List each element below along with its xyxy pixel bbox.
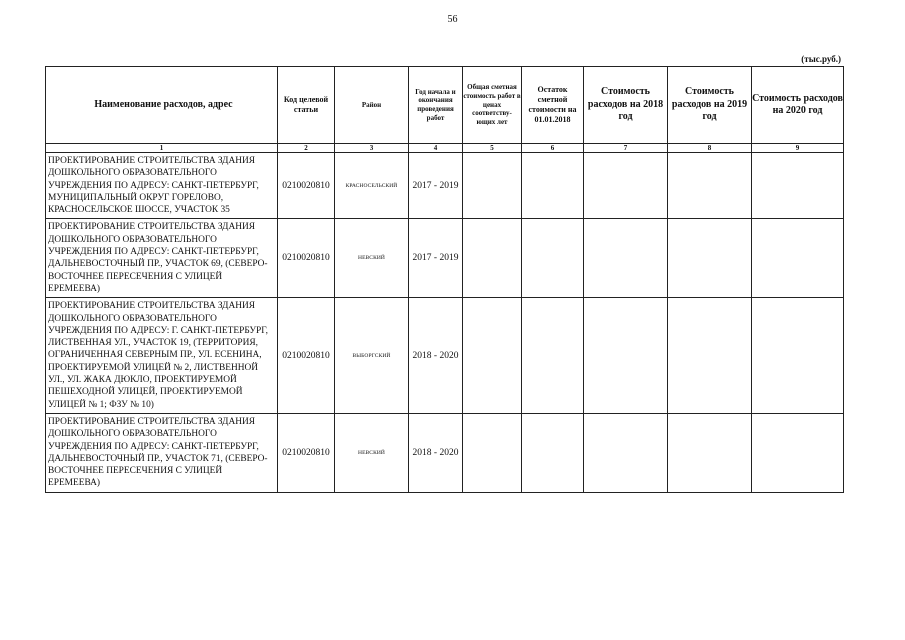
header-years: Год начала и окончания проведения работ [409,67,463,144]
row-name: ПРОЕКТИРОВАНИЕ СТРОИТЕЛЬСТВА ЗДАНИЯ ДОШКОЛЬНОГО ОБРАЗОВАТЕЛЬНОГО УЧРЕЖДЕНИЯ ПО АДРЕСУ: Г. САНКТ-ПЕТЕРБУРГ, ЛИСТВЕННАЯ УЛ., УЧАСТОК 19, (ТЕРРИТОРИЯ, ОГРАНИЧЕННАЯ СЕВЕРНЫМ ПР., УЛ. ЕСЕНИНА, ПРОЕКТИРУЕМОЙ УЛИЦЕЙ № 2, ЛИСТВЕННОЙ УЛ., УЛ. ЖАКА ДЮКЛО, ПРОЕКТИРУЕМОЙ ПЕШЕХОДНОЙ УЛИЦЕЙ, ПРОЕКТИРУЕМОЙ УЛИЦЕЙ № 1; ФЗУ № 10) [46,298,278,414]
row-cost-2020 [752,413,844,492]
row-code: 0210020810 [278,298,335,414]
row-cost-2018 [584,153,668,219]
header-cost-2019: Стоимость расходов на 2019 год [668,67,752,144]
table-row [46,153,844,219]
header-total-cost: Общая сметная стоимость работ в ценах соответству-ющих лет [463,67,522,144]
header-cost-2020: Стоимость расходов на 2020 год [752,67,844,144]
column-number: 3 [335,144,409,153]
column-number: 2 [278,144,335,153]
column-number: 5 [463,144,522,153]
row-years: 2017 - 2019 [409,153,463,219]
row-cost-2018 [584,413,668,492]
row-years: 2017 - 2019 [409,219,463,298]
row-cost-2019 [668,413,752,492]
row-district: НЕВСКИЙ [335,413,409,492]
unit-label: (тыс.руб.) [801,54,841,64]
expenses-table [45,66,844,493]
row-name: ПРОЕКТИРОВАНИЕ СТРОИТЕЛЬСТВА ЗДАНИЯ ДОШКОЛЬНОГО ОБРАЗОВАТЕЛЬНОГО УЧРЕЖДЕНИЯ ПО АДРЕСУ: САНКТ-ПЕТЕРБУРГ, ДАЛЬНЕВОСТОЧНЫЙ ПР., УЧАСТОК 71, (СЕВЕРО-ВОСТОЧНЕЕ ПЕРЕСЕЧЕНИЯ С УЛИЦЕЙ ЕРЕМЕЕВА) [46,413,278,492]
header-row [46,67,844,144]
row-remaining [522,413,584,492]
row-name: ПРОЕКТИРОВАНИЕ СТРОИТЕЛЬСТВА ЗДАНИЯ ДОШКОЛЬНОГО ОБРАЗОВАТЕЛЬНОГО УЧРЕЖДЕНИЯ ПО АДРЕСУ: САНКТ-ПЕТЕРБУРГ, МУНИЦИПАЛЬНЫЙ ОКРУГ ГОРЕЛОВО, КРАСНОСЕЛЬСКОЕ ШОССЕ, УЧАСТОК 35 [46,153,278,219]
header-name: Наименование расходов, адрес [46,67,278,144]
row-cost-2019 [668,153,752,219]
row-cost-2020 [752,153,844,219]
column-number: 7 [584,144,668,153]
row-total-cost [463,413,522,492]
row-cost-2019 [668,298,752,414]
row-remaining [522,153,584,219]
row-total-cost [463,153,522,219]
page-number: 56 [447,14,458,25]
row-district: ВЫБОРГСКИЙ [335,298,409,414]
row-district: НЕВСКИЙ [335,219,409,298]
row-cost-2018 [584,298,668,414]
column-number: 9 [752,144,844,153]
row-cost-2018 [584,219,668,298]
row-total-cost [463,298,522,414]
column-number: 1 [46,144,278,153]
row-years: 2018 - 2020 [409,298,463,414]
header-remaining: Остаток сметной стоимости на 01.01.2018 [522,67,584,144]
column-number: 4 [409,144,463,153]
row-code: 0210020810 [278,153,335,219]
row-remaining [522,298,584,414]
table-row [46,298,844,414]
row-cost-2019 [668,219,752,298]
table-row [46,219,844,298]
column-number: 6 [522,144,584,153]
column-number-row [46,144,844,153]
row-years: 2018 - 2020 [409,413,463,492]
header-district: Район [335,67,409,144]
row-total-cost [463,219,522,298]
header-code: Код целевой статьи [278,67,335,144]
row-remaining [522,219,584,298]
row-cost-2020 [752,298,844,414]
row-name: ПРОЕКТИРОВАНИЕ СТРОИТЕЛЬСТВА ЗДАНИЯ ДОШКОЛЬНОГО ОБРАЗОВАТЕЛЬНОГО УЧРЕЖДЕНИЯ ПО АДРЕСУ: САНКТ-ПЕТЕРБУРГ, ДАЛЬНЕВОСТОЧНЫЙ ПР., УЧАСТОК 69, (СЕВЕРО-ВОСТОЧНЕЕ ПЕРЕСЕЧЕНИЯ С УЛИЦЕЙ ЕРЕМЕЕВА) [46,219,278,298]
row-code: 0210020810 [278,219,335,298]
row-code: 0210020810 [278,413,335,492]
row-district: КРАСНОСЕЛЬСКИЙ [335,153,409,219]
header-cost-2018: Стоимость расходов на 2018 год [584,67,668,144]
table-row [46,413,844,492]
column-number: 8 [668,144,752,153]
row-cost-2020 [752,219,844,298]
